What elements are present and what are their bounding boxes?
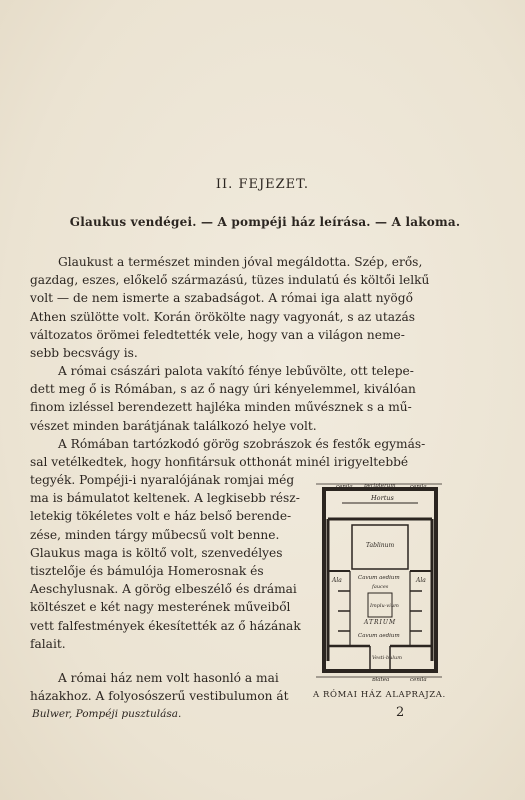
plan-label: cenila <box>410 484 427 490</box>
text-line: tisztelője és bámulója Homerosnak és <box>30 564 264 579</box>
paragraph-2 <box>30 362 500 435</box>
floor-plan-drawing <box>314 481 444 681</box>
text-line: A Rómában tartózkodó görög szobrászok és festők egymás- <box>58 437 426 451</box>
text-line: A római ház nem volt hasonló a mai <box>58 671 279 685</box>
text-line: Glaukust a természet minden jóval megáldotta. Szép, erős, <box>58 255 423 269</box>
text-line: A római császári palota vakító fénye lebűvölte, ott telepe- <box>58 364 414 378</box>
paragraph-3 <box>30 435 500 471</box>
plan-label-ala-left: Ala <box>332 577 342 584</box>
text-line: sal vetélkedtek, hogy honfitársuk otthonát minél irigyeltebbé <box>30 455 409 470</box>
text-line: Athen szülötte volt. Korán örökölte nagy vagyonát, s az utazás <box>30 309 415 324</box>
plan-label: peripterum <box>364 483 396 489</box>
text-line: tegyék. Pompéji-i nyaralójának romjai még <box>30 473 295 487</box>
text-line: sebb becsvágy is. <box>30 346 138 361</box>
text-line: házakhoz. A folyosószerű vestibulumon át <box>30 689 289 704</box>
plan-label-fauces: fauces <box>372 584 389 590</box>
text-line: gazdag, eszes, előkelő származású, tüzes indulatú és költői lelkű <box>30 273 430 288</box>
roman-house-floor-plan <box>314 481 444 681</box>
plan-label-vestibulum: Vesti-bulum <box>372 655 402 661</box>
plan-label-ala-right: Ala <box>416 577 426 584</box>
text-line: finom izléssel berendezett hajléka minden művésznek s a mű- <box>30 400 412 415</box>
text-line: Glaukus maga is költő volt, szenvedélyes <box>30 545 283 560</box>
text-line: letekig tökéletes volt e ház belső berende- <box>30 509 292 524</box>
paragraph-4 <box>30 669 307 705</box>
text-line: falait. <box>30 636 66 651</box>
paragraph-1 <box>30 253 500 362</box>
page-number: 2 <box>396 705 405 720</box>
plan-label-cavum: Cavum aedium <box>358 575 400 581</box>
text-line: vészet minden barátjának találkozó helye volt. <box>30 418 317 433</box>
paragraph-3-continued <box>30 471 307 653</box>
text-line: dett meg ő is Rómában, s az ő nagy úri kényelemmel, kiválóan <box>30 382 416 397</box>
text-line: Aeschylusnak. A görög elbeszélő és drámai <box>30 582 297 597</box>
plan-label-cavum-2: Cavum aedium <box>358 633 400 639</box>
plan-label-hortus: Hortus <box>371 494 394 502</box>
plan-label: platea <box>372 677 390 681</box>
text-line: vett falfestmények ékesítették az ő házának <box>30 618 301 633</box>
floor-plan-caption: A RÓMAI HÁZ ALAPRAJZA. <box>313 690 446 700</box>
plan-label-atrium: ATRIUM <box>364 619 397 626</box>
text-line: volt — de nem ismerte a szabadságot. A római iga alatt nyögő <box>30 291 413 306</box>
text-line: zése, minden tárgy műbecsű volt benne. <box>30 527 280 542</box>
plan-label: cenila <box>410 677 427 681</box>
plan-label: cenila <box>336 484 353 490</box>
text-line: költészet e két nagy mesterének műveiből <box>30 600 291 615</box>
plan-label-impluvium: Implu-vium <box>370 603 399 609</box>
chapter-heading: II. FEJEZET. <box>215 177 310 192</box>
chapter-summary: Glaukus vendégei. — A pompéji ház leírása. — A lakoma. <box>69 215 461 229</box>
text-line: változatos örömei feledtették vele, hogy van a világon neme- <box>30 327 405 342</box>
plan-label-tablinum: Tablinum <box>366 542 395 549</box>
footer-source: Bulwer, Pompéji pusztulása. <box>32 708 182 720</box>
text-line: ma is bámulatot keltenek. A legkisebb rész- <box>30 491 300 506</box>
